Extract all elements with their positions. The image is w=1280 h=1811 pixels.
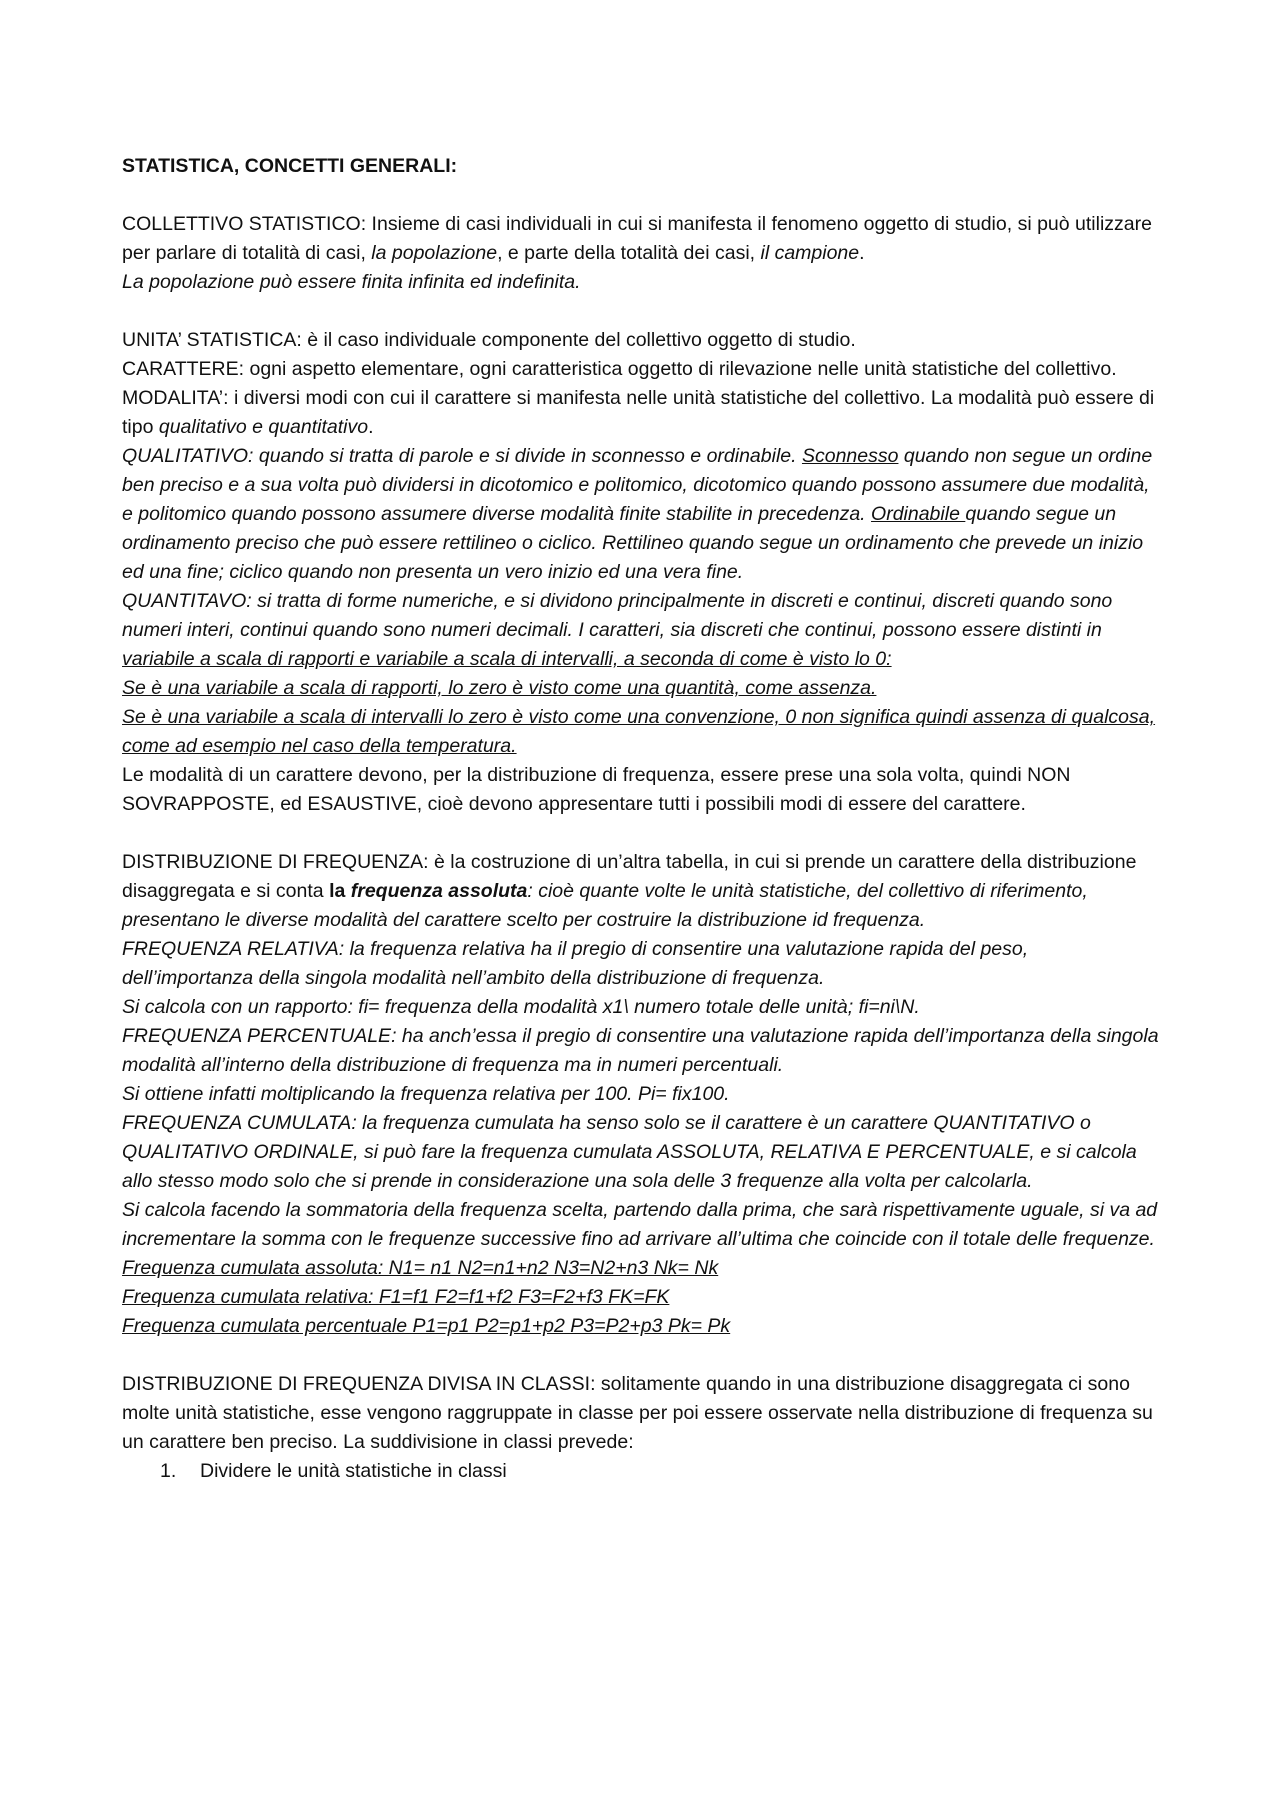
numbered-list bbox=[122, 1457, 1162, 1486]
paragraph-qualitativo: QUALITATIVO: quando si tratta di parole e si divide in sconnesso e ordinabile. Sconnesso quando non segue un ordine ben preciso e a sua volta può dividersi in dicotomico e politomico, dicotomico quando possono assumere due modalità, e politomico quando possono assumere diverse modalità finite stabilite in precedenza. Ordinabile quando segue un ordinamento preciso che può essere rettilineo o ciclico. Rettilineo quando segue un ordinamento che prevede un inizio ed una fine; ciclico quando non presenta un vero inizio ed una vera fine. bbox=[122, 445, 1153, 583]
formula-cumulata-relativa: Frequenza cumulata relativa: F1=f1 F2=f1+f2 F3=F2+f3 FK=FK bbox=[122, 1286, 670, 1308]
spacer bbox=[122, 1341, 1162, 1370]
paragraph-collettivo: COLLETTIVO STATISTICO: Insieme di casi individuali in cui si manifesta il fenomeno oggetto di studio, si può utilizzare per parlare di totalità di casi, la popolazione, e parte della totalità dei casi, il campione. bbox=[122, 213, 1152, 264]
paragraph-relativa-formula: Si calcola con un rapporto: fi= frequenza della modalità x1\ numero totale delle unità; fi=ni\N. bbox=[122, 996, 920, 1018]
paragraph-cumulata-calcolo: Si calcola facendo la sommatoria della frequenza scelta, partendo dalla prima, che sarà rispettivamente uguale, si va ad incrementare la somma con le frequenze successive fino ad arrivare all’ultima che coincide con il totale delle frequenze. bbox=[122, 1199, 1158, 1250]
paragraph-cumulata: FREQUENZA CUMULATA: la frequenza cumulata ha senso solo se il carattere è un carattere QUANTITATIVO o QUALITATIVO ORDINALE, si può fare la frequenza cumulata ASSOLUTA, RELATIVA E PERCENTUALE, e si calcola allo stesso modo solo che si prende in considerazione una sola delle 3 frequenze alla volta per calcolarla. bbox=[122, 1112, 1137, 1192]
document-title: STATISTICA, CONCETTI GENERALI: bbox=[122, 155, 458, 177]
spacer bbox=[122, 819, 1162, 848]
spacer bbox=[122, 181, 1162, 210]
paragraph-scala-rapporti: Se è una variabile a scala di rapporti, lo zero è visto come una quantità, come assenza. bbox=[122, 677, 877, 699]
formula-cumulata-assoluta: Frequenza cumulata assoluta: N1= n1 N2=n1+n2 N3=N2+n3 Nk= Nk bbox=[122, 1257, 719, 1279]
paragraph-percentuale: FREQUENZA PERCENTUALE: ha anch’essa il pregio di consentire una valutazione rapida dell’importanza della singola modalità all’interno della distribuzione di frequenza ma in numeri percentuali. bbox=[122, 1025, 1159, 1076]
spacer bbox=[122, 297, 1162, 326]
paragraph-relativa: FREQUENZA RELATIVA: la frequenza relativa ha il pregio di consentire una valutazione rapida del peso, dell’importanza della singola modalità nell’ambito della distribuzione di frequenza. bbox=[122, 938, 1029, 989]
paragraph-modalita: MODALITA’: i diversi modi con cui il carattere si manifesta nelle unità statistiche del collettivo. La modalità può essere di tipo qualitativo e quantitativo. bbox=[122, 387, 1155, 438]
paragraph-carattere: CARATTERE: ogni aspetto elementare, ogni caratteristica oggetto di rilevazione nelle unità statistiche del collettivo. bbox=[122, 358, 1117, 380]
paragraph-scala-intervalli: Se è una variabile a scala di intervalli lo zero è visto come una convenzione, 0 non significa quindi assenza di qualcosa, come ad esempio nel caso della temperatura. bbox=[122, 706, 1156, 757]
paragraph-classi: DISTRIBUZIONE DI FREQUENZA DIVISA IN CLASSI: solitamente quando in una distribuzione disaggregata ci sono molte unità statistiche, esse vengono raggruppate in classe per poi essere osservate nella distribuzione di frequenza su un carattere ben preciso. La suddivisione in classi prevede: bbox=[122, 1373, 1153, 1453]
paragraph-percentuale-formula: Si ottiene infatti moltiplicando la frequenza relativa per 100. Pi= fix100. bbox=[122, 1083, 730, 1105]
paragraph-popolazione: La popolazione può essere finita infinita ed indefinita. bbox=[122, 271, 581, 293]
paragraph-quantitativo: QUANTITAVO: si tratta di forme numeriche, e si dividono principalmente in discreti e continui, discreti quando sono numeri interi, continui quando sono numeri decimali. I caratteri, sia discreti che continui, possono essere distinti in variabile a scala di rapporti e variabile a scala di intervalli, a seconda di come è visto lo 0: bbox=[122, 590, 1113, 670]
list-item: 1. Dividere le unità statistiche in classi bbox=[160, 1460, 507, 1482]
formula-cumulata-percentuale: Frequenza cumulata percentuale P1=p1 P2=p1+p2 P3=P2+p3 Pk= Pk bbox=[122, 1315, 731, 1337]
paragraph-modalita-note: Le modalità di un carattere devono, per la distribuzione di frequenza, essere prese una sola volta, quindi NON SOVRAPPOSTE, ed ESAUSTIVE, cioè devono appresentare tutti i possibili modi di essere del carattere. bbox=[122, 764, 1071, 815]
document-body bbox=[122, 152, 1162, 1486]
paragraph-distribuzione: DISTRIBUZIONE DI FREQUENZA: è la costruzione di un’altra tabella, in cui si prende un carattere della distribuzione disaggregata e si conta la frequenza assoluta: cioè quante volte le unità statistiche, del collettivo di riferimento, presentano le diverse modalità del carattere scelto per costruire la distribuzione id frequenza. bbox=[122, 851, 1137, 931]
paragraph-unita: UNITA’ STATISTICA: è il caso individuale componente del collettivo oggetto di studio. bbox=[122, 329, 856, 351]
